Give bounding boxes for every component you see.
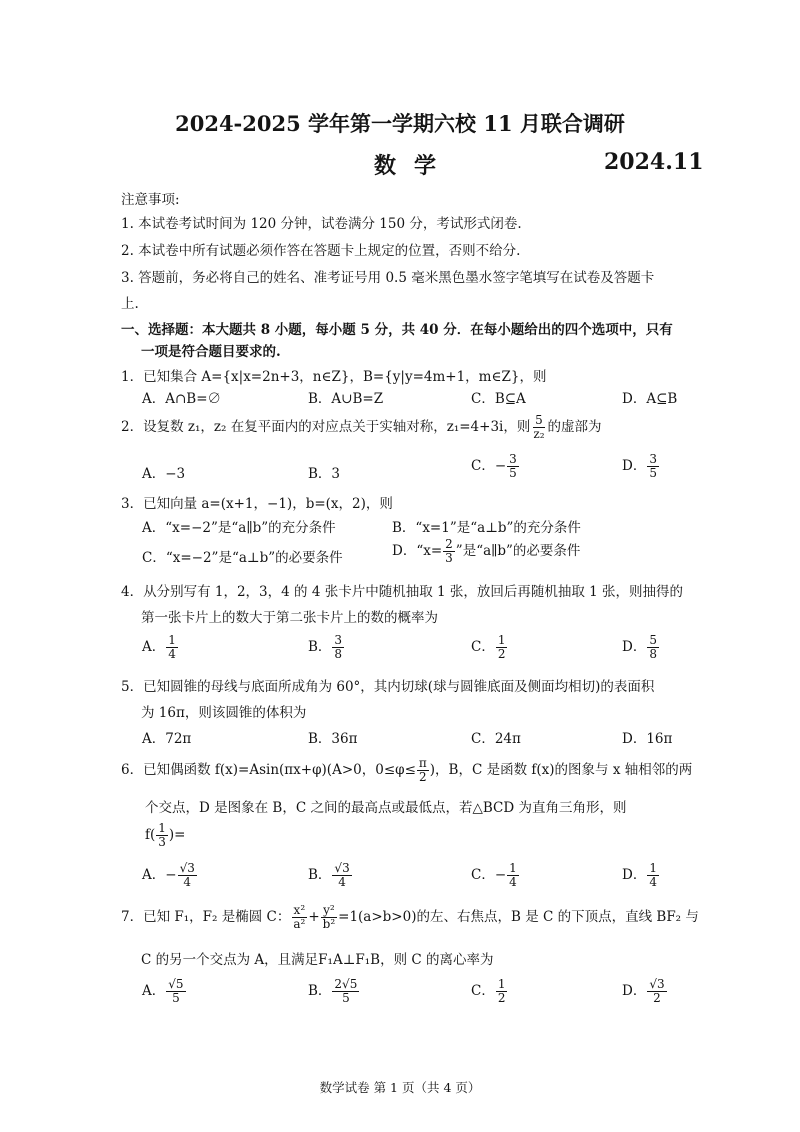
- q7-option-b: B． $\frac{2√5}{5}$: [308, 977, 358, 1005]
- notice-item: 3. 答题前，务必将自己的姓名、准考证号用 0.5 毫米黑色墨水签字笔填写在试卷及答题卡: [121, 270, 655, 286]
- q6-option-c: C．− $\frac{1}{4}$: [471, 861, 517, 889]
- question-6-stem-cont: 个交点，D 是图象在 B，C 之间的最高点或最低点，若△BCD 为直角三角形，则: [145, 800, 627, 816]
- q7-option-a: A． $\frac{√5}{5}$: [142, 977, 184, 1005]
- q2-option-a: A．−3: [142, 466, 186, 482]
- q3-option-a: A．“x=−2”是“a∥b”的充分条件: [142, 520, 336, 536]
- question-5-stem-cont: 为 16π，则该圆锥的体积为: [141, 705, 307, 721]
- notice-item: 2. 本试卷中所有试题必须作答在答题卡上规定的位置，否则不给分.: [121, 243, 521, 259]
- exam-date: 2024.11: [604, 149, 704, 175]
- q3-option-b: B．“x=1”是“a⊥b”的充分条件: [392, 520, 581, 536]
- q5-option-c: C．24π: [471, 731, 521, 747]
- subject-label: 数学: [374, 153, 455, 179]
- q5-option-d: D．16π: [622, 731, 673, 747]
- q2-option-d: D． $\frac{3}{5}$: [622, 452, 657, 480]
- q2-fraction: $\frac{5}{\text{z₂}}$: [533, 413, 545, 441]
- question-4-stem: 4．从分别写有 1，2，3，4 的 4 张卡片中随机抽取 1 张，放回后再随机抽取 1 张，则抽得的: [121, 584, 684, 600]
- section-heading-cont: 一项是符合题目要求的.: [141, 344, 281, 360]
- q4-option-d: D． $\frac{5}{8}$: [622, 633, 657, 661]
- q4-option-a: A． $\frac{1}{4}$: [142, 633, 176, 661]
- q6-option-a: A．− $\frac{√3}{4}$: [142, 861, 195, 889]
- notice-item: 1. 本试卷考试时间为 120 分钟，试卷满分 150 分，考试形式闭卷.: [121, 216, 522, 232]
- q7-option-d: D． $\frac{√3}{2}$: [622, 977, 665, 1005]
- q5-option-a: A．72π: [142, 731, 192, 747]
- question-7-stem-cont: C 的另一个交点为 A，且满足F₁A⊥F₁B，则 C 的离心率为: [141, 952, 494, 968]
- q1-option-d: D．A⊆B: [622, 391, 678, 407]
- q1-option-b: B．A∪B=Z: [308, 391, 384, 407]
- q4-option-b: B． $\frac{3}{8}$: [308, 633, 343, 661]
- q7-option-c: C． $\frac{1}{2}$: [471, 977, 506, 1005]
- q2-option-c: C．− $\frac{3}{5}$: [471, 452, 517, 480]
- q3-option-c: C．“x=−2”是“a⊥b”的必要条件: [142, 550, 343, 566]
- q4-option-c: C． $\frac{1}{2}$: [471, 633, 506, 661]
- q2-stem-text: 2．设复数 z₁，z₂ 在复平面内的对应点关于实轴对称，z₁=4+3i，则: [121, 419, 531, 435]
- q6-option-d: D． $\frac{1}{4}$: [622, 861, 657, 889]
- question-3-stem: 3．已知向量 a=(x+1，−1)，b=(x，2)，则: [121, 496, 393, 512]
- notice-heading: 注意事项:: [121, 192, 180, 208]
- q1-option-c: C．B⊆A: [471, 391, 526, 407]
- notice-item: 上.: [121, 296, 139, 312]
- question-6-stem: 6．已知偶函数 f(x)=Asin(πx+φ)(A>0，0≤φ≤ $\frac{\pi}{2}$ )，B，C 是函数 f(x)的图象与 x 轴相邻的两: [121, 756, 693, 784]
- question-5-stem: 5．已知圆锥的母线与底面所成角为 60°，其内切球(球与圆锥底面及侧面均相切)的表面积: [121, 679, 655, 695]
- page-footer: 数学试卷 第 1 页（共 4 页）: [319, 1080, 481, 1095]
- q2-stem-tail: 的虚部为: [547, 419, 602, 435]
- question-1-stem: 1．已知集合 A={x|x=2n+3，n∈Z}，B={y|y=4m+1，m∈Z}，则: [121, 369, 547, 385]
- question-7-stem: 7．已知 F₁，F₂ 是椭圆 C： $\frac{\text{x²}}{\text{a²}}$ + $\frac{\text{y²}}{\text{b²}}$ =1(a>b>0)的左、右焦点，B 是 C 的下顶点，直线 BF₂ 与: [121, 903, 699, 931]
- exam-title: 2024-2025 学年第一学期六校 11 月联合调研: [175, 111, 625, 136]
- q6-option-b: B． $\frac{√3}{4}$: [308, 861, 350, 889]
- question-4-stem-cont: 第一张卡片上的数大于第二张卡片上的数的概率为: [141, 610, 438, 626]
- question-2-stem: [121, 414, 602, 441]
- section-heading: 一、选择题：本大题共 8 小题，每小题 5 分，共 40 分．在每小题给出的四个选项中，只有: [121, 322, 673, 338]
- q5-option-b: B．36π: [308, 731, 358, 747]
- q2-option-b: B．3: [308, 466, 341, 482]
- q3-option-d: D．“x= $\frac{2}{3}$ ”是“a∥b”的必要条件: [392, 537, 581, 565]
- question-6-expression: f( $\frac{1}{3}$ )=: [145, 821, 186, 849]
- q1-option-a: A．A∩B=∅: [142, 391, 222, 407]
